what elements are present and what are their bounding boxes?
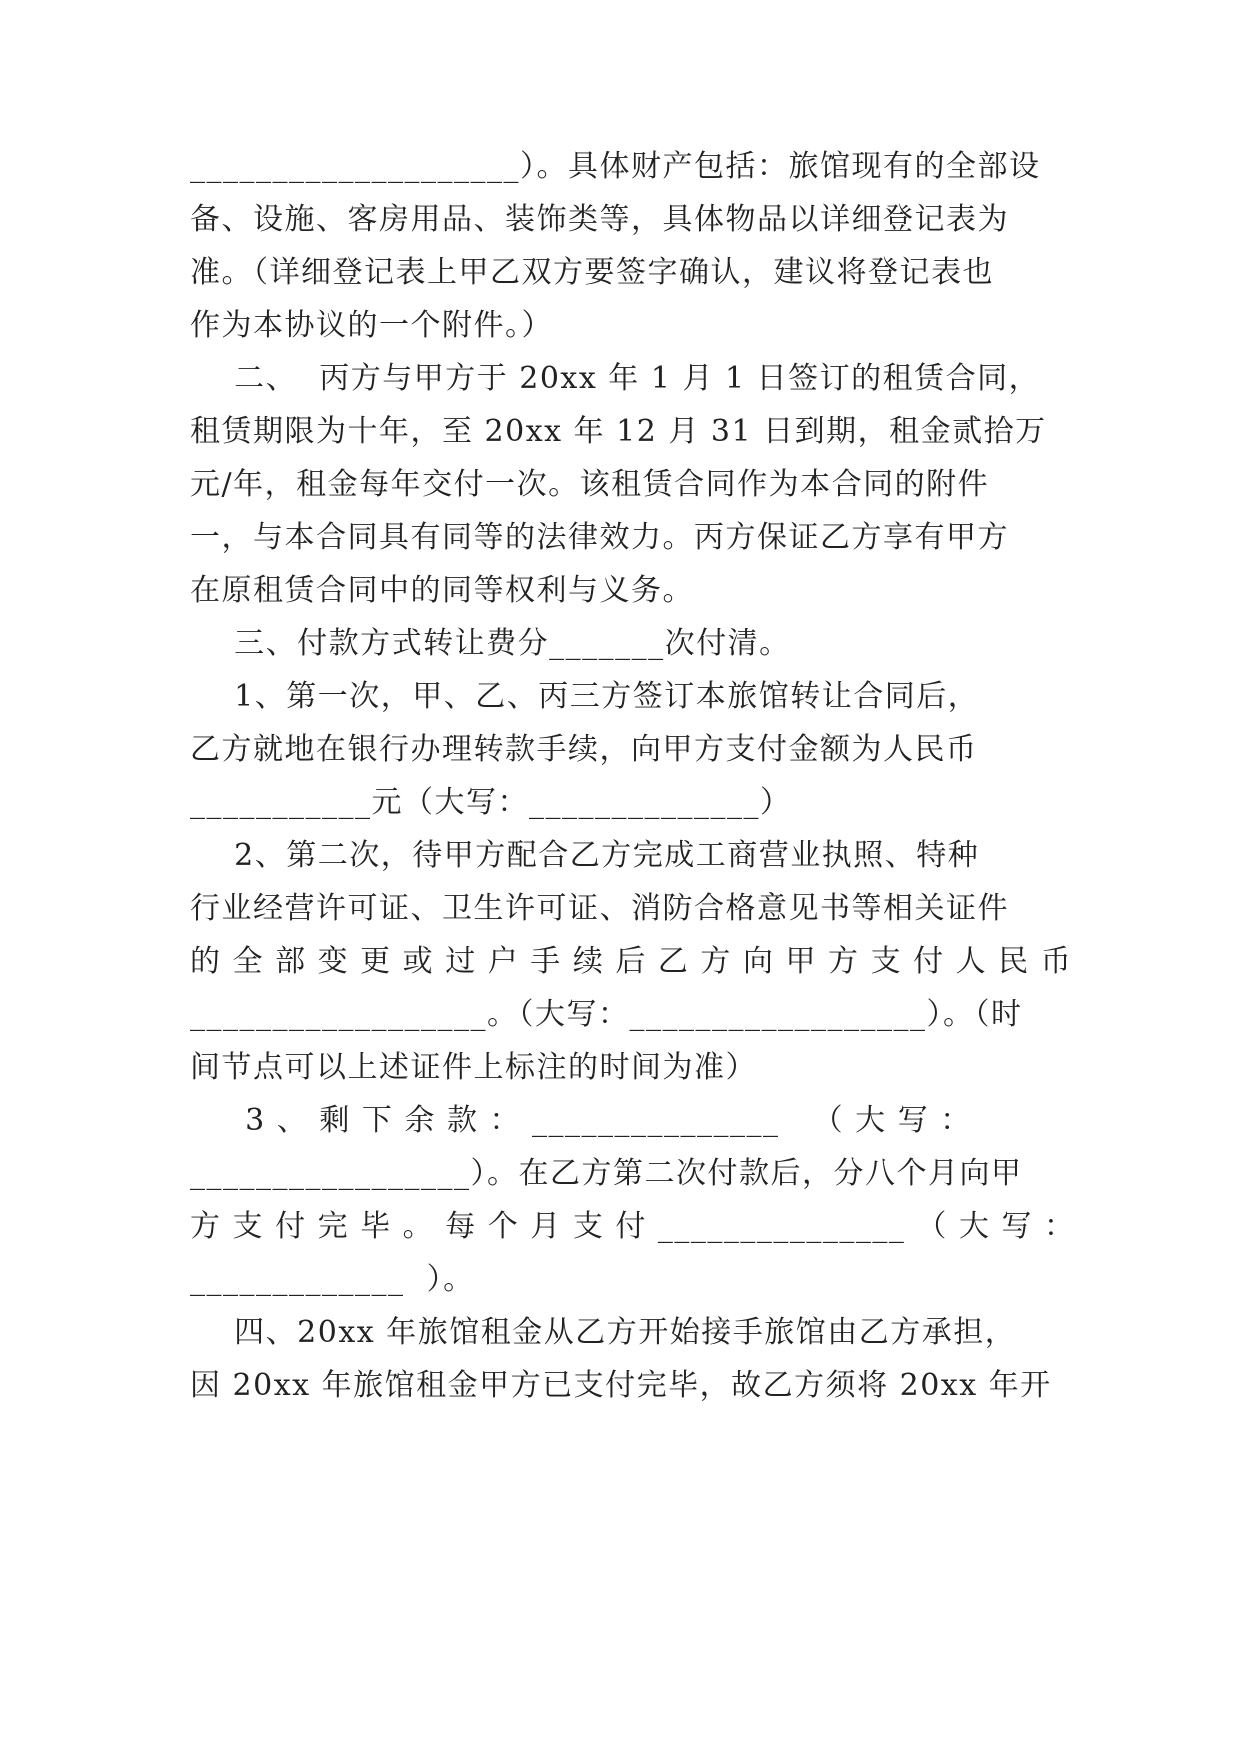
text-line: _____________ ）。	[190, 1262, 475, 1297]
text-line: 租赁期限为十年，至 20xx 年 12 月 31 日到期，租金贰拾万	[190, 414, 1047, 449]
text-line: ___________元（大写：______________）	[190, 785, 792, 820]
text-line: ____________________）。具体财产包括：旅馆现有的全部设	[190, 149, 1041, 184]
text-line: __________________。（大写：__________________）。（时	[190, 997, 1023, 1032]
text-line: 1、第一次，甲、乙、丙三方签订本旅馆转让合同后，	[190, 679, 980, 714]
text-line: _________________）。在乙方第二次付款后，分八个月向甲	[190, 1156, 1023, 1191]
text-line: 在原租赁合同中的同等权利与义务。	[190, 573, 694, 608]
text-line: 三、付款方式转让费分_______次付清。	[190, 626, 791, 661]
text-line: 一，与本合同具有同等的法律效力。丙方保证乙方享有甲方	[190, 520, 1009, 555]
text-line: 元/年，租金每年交付一次。该租赁合同作为本合同的附件	[190, 467, 990, 502]
text-line: 行业经营许可证、卫生许可证、消防合格意见书等相关证件	[190, 891, 1009, 926]
text-line: 2、第二次，待甲方配合乙方完成工商营业执照、特种	[190, 838, 980, 873]
text-line: 准。（详细登记表上甲乙双方要签字确认，建议将登记表也	[190, 255, 994, 290]
text-line: 二、 丙方与甲方于 20xx 年 1 月 1 日签订的租赁合同，	[190, 361, 1041, 396]
text-line: 的 全 部 变 更 或 过 户 手 续 后 乙 方 向 甲 方 支 付 人 民 币	[190, 944, 1073, 979]
text-line: 间节点可以上述证件上标注的时间为准）	[190, 1050, 757, 1085]
text-line: 因 20xx 年旅馆租金甲方已支付完毕，故乙方须将 20xx 年开	[190, 1368, 1052, 1403]
text-line: 四、20xx 年旅馆租金从乙方开始接手旅馆由乙方承担，	[190, 1315, 1017, 1350]
text-line: 乙方就地在银行办理转款手续，向甲方支付金额为人民币	[190, 732, 978, 767]
text-line: 方 支 付 完 毕 。 每 个 月 支 付 _______________ （ 大 写 ：	[190, 1209, 1076, 1244]
text-line: 3 、 剩 下 余 款 ： _______________ （ 大 写 ：	[190, 1103, 972, 1138]
text-line: 备、设施、客房用品、装饰类等，具体物品以详细登记表为	[190, 202, 1009, 237]
text-line: 作为本协议的一个附件。）	[190, 308, 553, 343]
